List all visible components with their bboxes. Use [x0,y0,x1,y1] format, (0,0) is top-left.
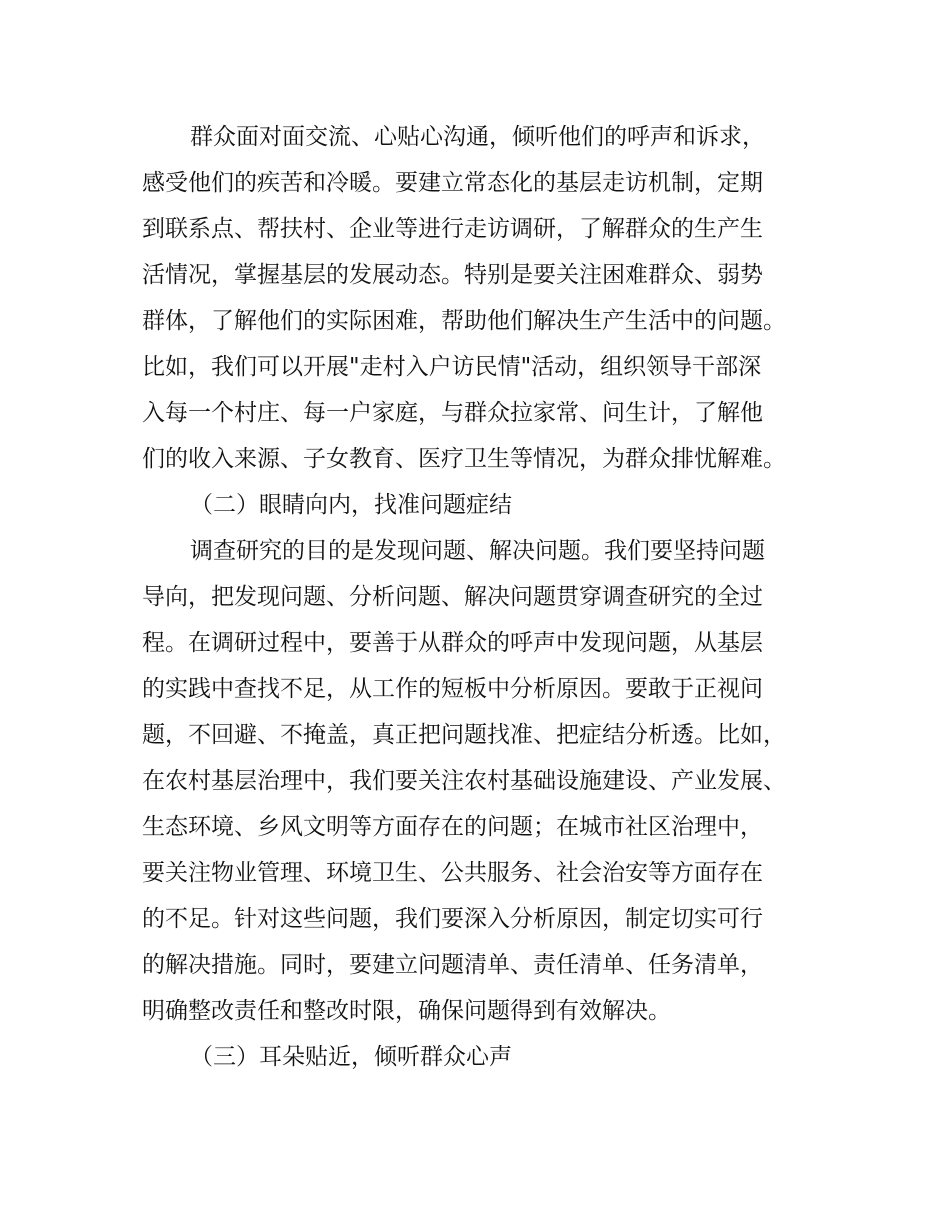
paragraph-line: 题，不回避、不掩盖，真正把问题找准、把症结分析透。比如， [142,722,786,748]
paragraph-line: 程。在调研过程中，要善于从群众的呼声中发现问题，从基层 [142,630,763,656]
paragraph-line: 比如，我们可以开展"走村入户访民情"活动，组织领导干部深 [142,354,762,380]
paragraph-line: 要关注物业管理、环境卫生、公共服务、社会治安等方面存在 [142,860,763,886]
paragraph-line: 活情况，掌握基层的发展动态。特别是要关注困难群众、弱势 [142,262,763,288]
paragraph-line: 调查研究的目的是发现问题、解决问题。我们要坚持问题 [190,538,765,564]
paragraph-line: 感受他们的疾苦和冷暖。要建立常态化的基层走访机制，定期 [142,170,763,196]
section-heading: （二）眼睛向内，找准问题症结 [190,492,512,518]
paragraph-line: 在农村基层治理中，我们要关注农村基础设施建设、产业发展、 [142,768,786,794]
paragraph-line: 入每一个村庄、每一户家庭，与群众拉家常、问生计，了解他 [142,400,763,426]
paragraph-line: 们的收入来源、子女教育、医疗卫生等情况，为群众排忧解难。 [142,446,786,472]
paragraph-line: 群众面对面交流、心贴心沟通，倾听他们的呼声和诉求， [190,124,765,150]
section-heading: （三）耳朵贴近，倾听群众心声 [190,1044,512,1070]
paragraph-line: 群体，了解他们的实际困难，帮助他们解决生产生活中的问题。 [142,308,786,334]
paragraph-line: 到联系点、帮扶村、企业等进行走访调研，了解群众的生产生 [142,216,763,242]
paragraph-line: 明确整改责任和整改时限，确保问题得到有效解决。 [142,998,671,1024]
paragraph-line: 的解决措施。同时，要建立问题清单、责任清单、任务清单， [142,952,763,978]
paragraph-line: 的不足。针对这些问题，我们要深入分析原因，制定切实可行 [142,906,763,932]
paragraph-line: 导向，把发现问题、分析问题、解决问题贯穿调查研究的全过 [142,584,763,610]
paragraph-line: 生态环境、乡风文明等方面存在的问题；在城市社区治理中， [142,814,763,840]
paragraph-line: 的实践中查找不足，从工作的短板中分析原因。要敢于正视问 [142,676,763,702]
